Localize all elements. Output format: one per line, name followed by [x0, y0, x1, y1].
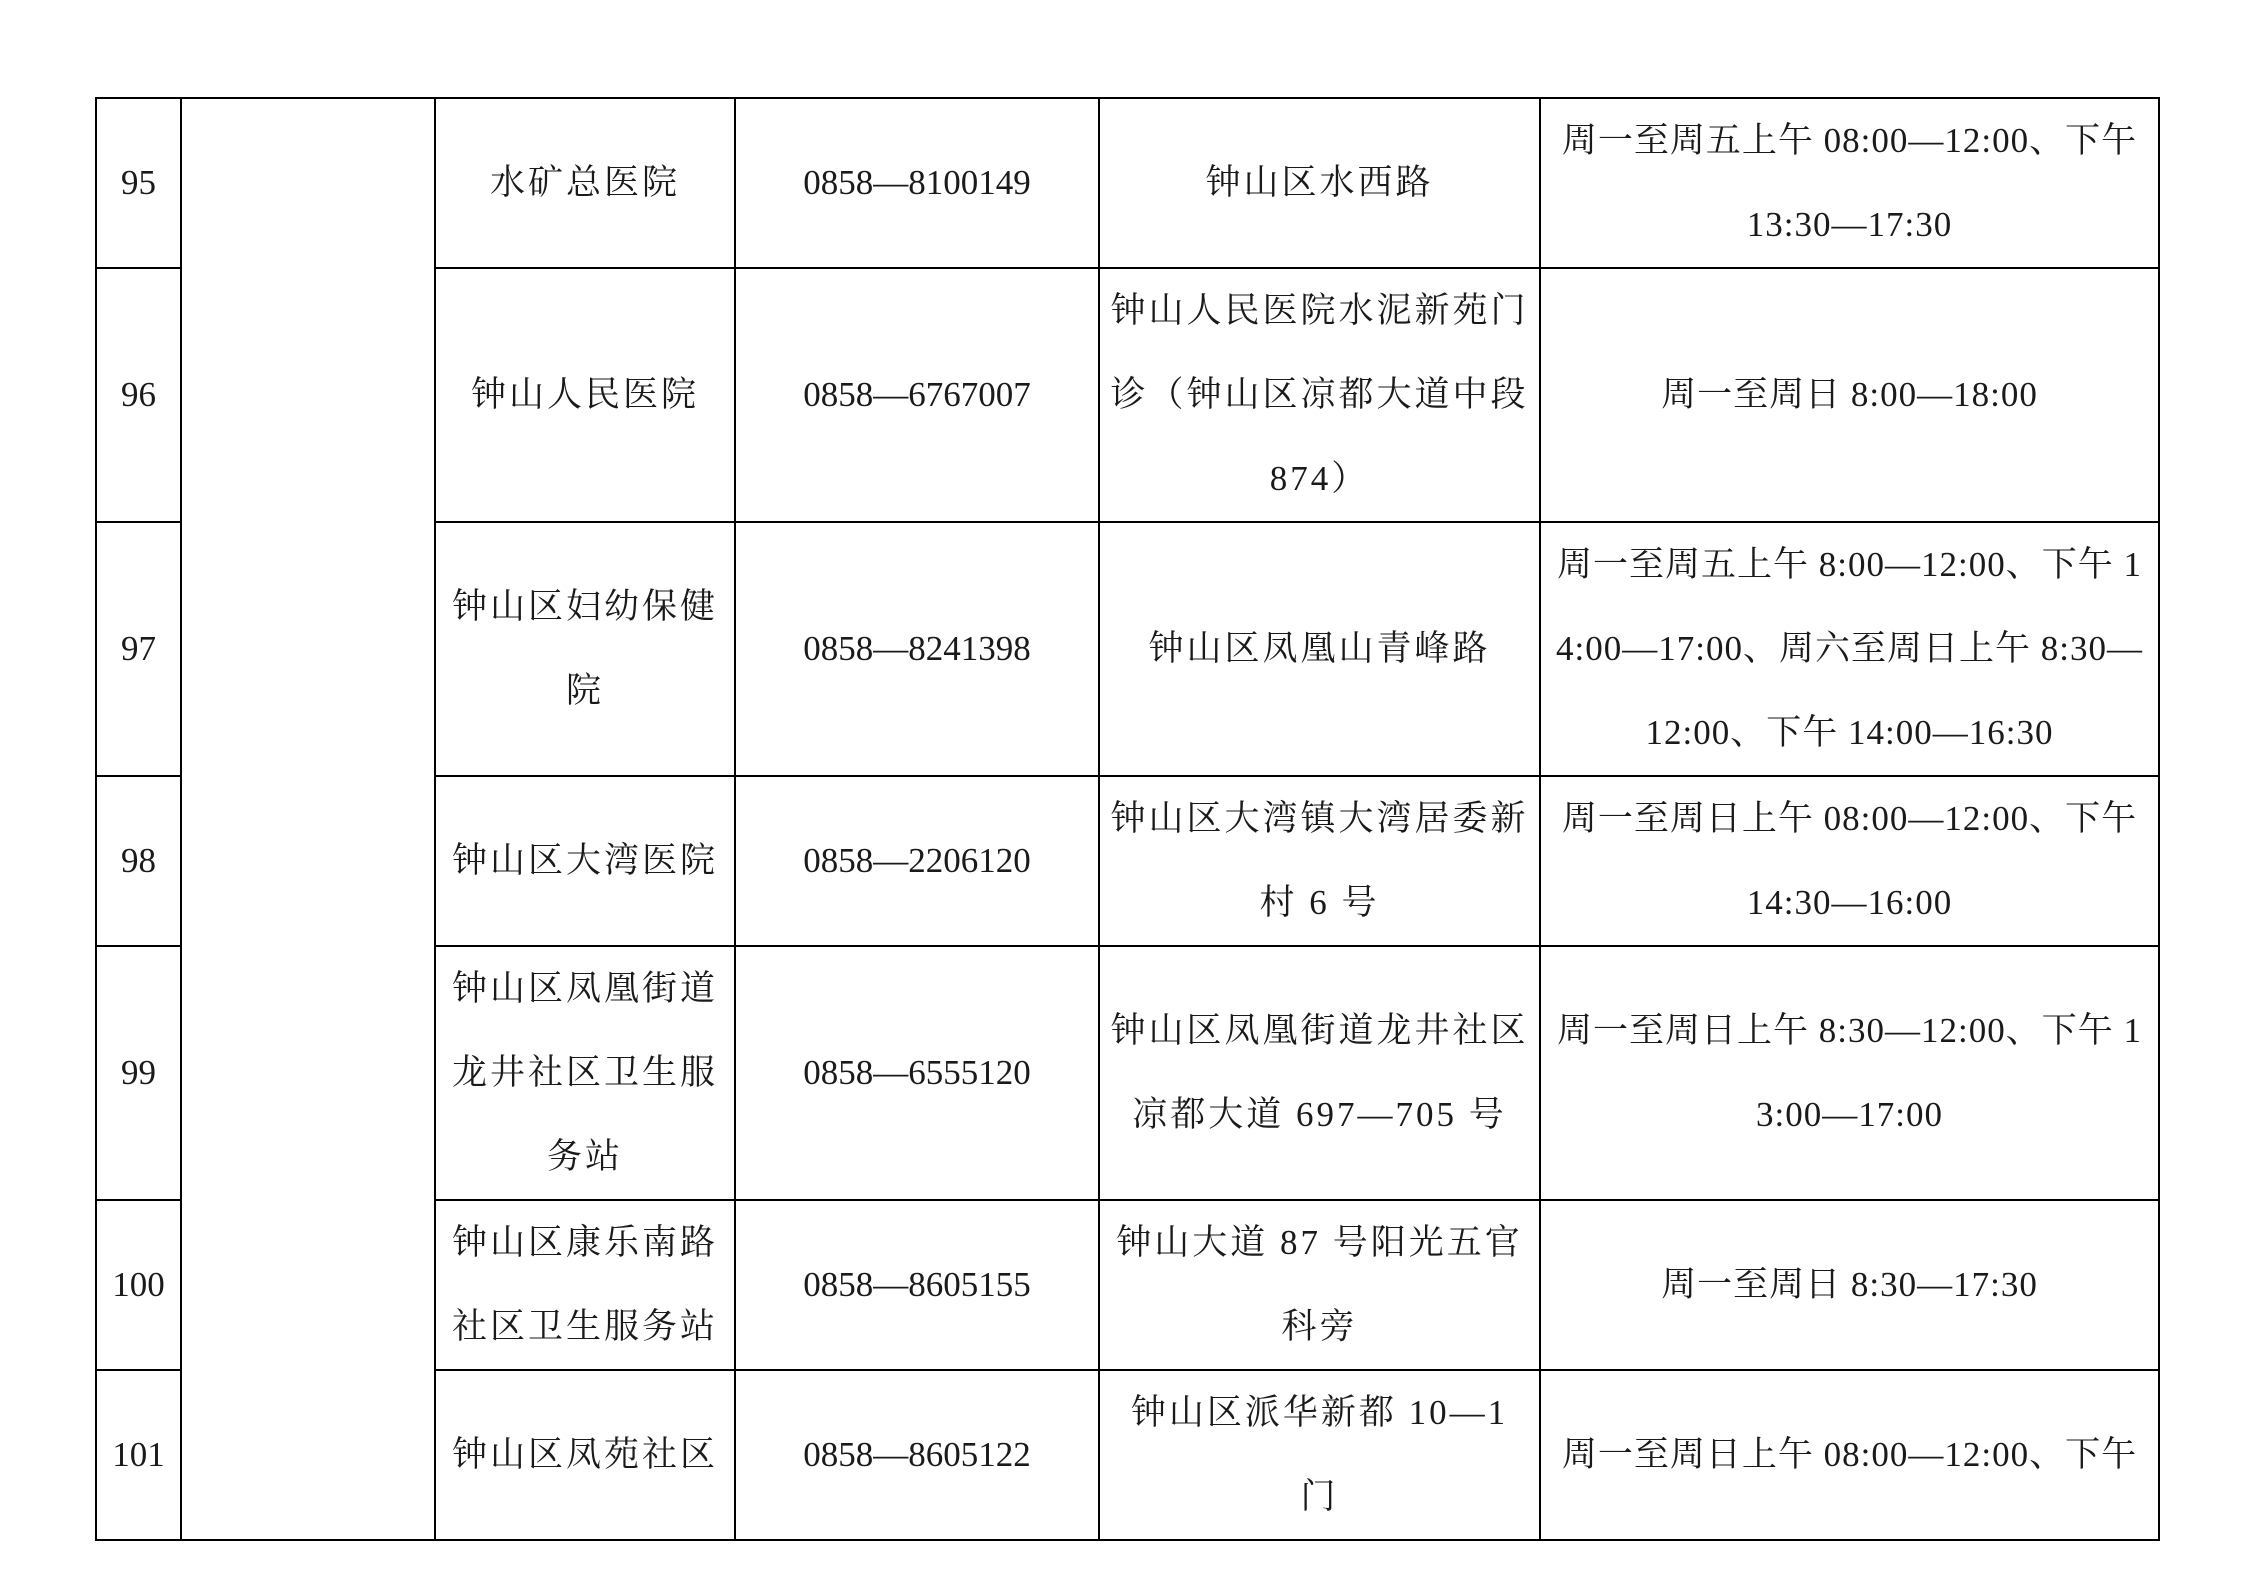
service-hours: 周一至周五上午 8:00—12:00、下午 14:00—17:00、周六至周日上午 8:30—12:00、下午 14:00—16:30 — [1540, 522, 2159, 776]
service-hours: 周一至周日上午 8:30—12:00、下午 13:00—17:00 — [1540, 946, 2159, 1200]
directory-page — [95, 97, 2158, 1516]
institution-name: 钟山区凤凰街道龙井社区卫生服务站 — [435, 946, 735, 1200]
phone-number: 0858—8241398 — [735, 522, 1099, 776]
table-row — [96, 98, 2159, 268]
address: 钟山区派华新都 10—1 门 — [1099, 1370, 1540, 1540]
phone-number: 0858—6767007 — [735, 268, 1099, 522]
service-hours: 周一至周日 8:30—17:30 — [1540, 1200, 2159, 1370]
phone-number: 0858—6555120 — [735, 946, 1099, 1200]
phone-number: 0858—8605122 — [735, 1370, 1099, 1540]
institution-name: 钟山区康乐南路社区卫生服务站 — [435, 1200, 735, 1370]
address: 钟山区水西路 — [1099, 98, 1540, 268]
phone-number: 0858—8100149 — [735, 98, 1099, 268]
row-index: 96 — [96, 268, 181, 522]
address: 钟山区凤凰街道龙井社区凉都大道 697—705 号 — [1099, 946, 1540, 1200]
address: 钟山区大湾镇大湾居委新村 6 号 — [1099, 776, 1540, 946]
service-hours: 周一至周日上午 08:00—12:00、下午 — [1540, 1370, 2159, 1540]
row-index: 99 — [96, 946, 181, 1200]
phone-number: 0858—2206120 — [735, 776, 1099, 946]
row-index: 100 — [96, 1200, 181, 1370]
address: 钟山人民医院水泥新苑门诊（钟山区凉都大道中段 874） — [1099, 268, 1540, 522]
merged-district-cell — [181, 98, 435, 1540]
institution-name: 钟山人民医院 — [435, 268, 735, 522]
institution-name: 水矿总医院 — [435, 98, 735, 268]
institution-name: 钟山区凤苑社区 — [435, 1370, 735, 1540]
institution-name: 钟山区妇幼保健院 — [435, 522, 735, 776]
service-hours: 周一至周日 8:00—18:00 — [1540, 268, 2159, 522]
service-hours: 周一至周日上午 08:00—12:00、下午 14:30—16:00 — [1540, 776, 2159, 946]
service-hours: 周一至周五上午 08:00—12:00、下午 13:30—17:30 — [1540, 98, 2159, 268]
row-index: 98 — [96, 776, 181, 946]
row-index: 97 — [96, 522, 181, 776]
address: 钟山大道 87 号阳光五官科旁 — [1099, 1200, 1540, 1370]
hospital-directory-table — [95, 97, 2160, 1541]
institution-name: 钟山区大湾医院 — [435, 776, 735, 946]
row-index: 101 — [96, 1370, 181, 1540]
row-index: 95 — [96, 98, 181, 268]
phone-number: 0858—8605155 — [735, 1200, 1099, 1370]
address: 钟山区凤凰山青峰路 — [1099, 522, 1540, 776]
